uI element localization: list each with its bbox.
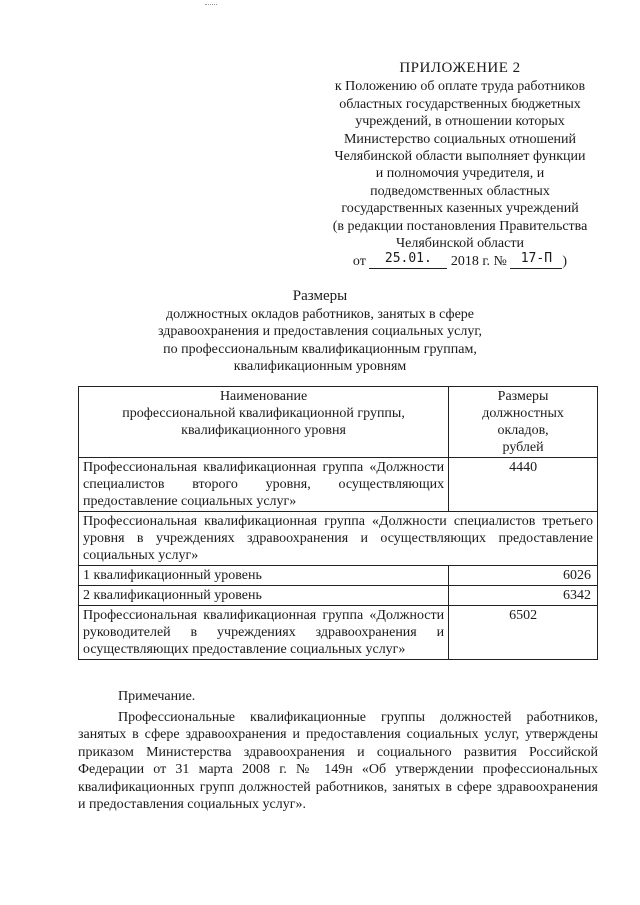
- close-paren: ): [562, 254, 568, 270]
- group-span-cell: Профессиональная квалификационная группа «Должности специалистов третьего уровня в учреждениях здравоохранения и осуществляющих предоставление социальных услуг»: [79, 512, 598, 566]
- appendix-line: Челябинской области выполняет функции: [334, 149, 586, 165]
- table-row: [79, 606, 598, 660]
- appendix-header: [300, 60, 620, 272]
- appendix-line: к Положению об оплате труда работников: [334, 79, 586, 95]
- group-name-cell: Профессиональная квалификационная группа «Должности руководителей в учреждениях здравоохранения и осуществляющих предоставление социальных услуг»: [79, 606, 449, 660]
- document-heading: [0, 288, 640, 376]
- salary-value-cell: 6502: [449, 606, 598, 660]
- heading-line: здравоохранения и предоставления социальных услуг,: [157, 324, 483, 339]
- appendix-title: ПРИЛОЖЕНИЕ 2: [399, 60, 521, 76]
- appendix-line: и полномочия учредителя, и: [375, 166, 545, 182]
- salary-table: [78, 386, 598, 660]
- salary-value-cell: 6026: [449, 566, 598, 586]
- header-name-line: квалификационного уровня: [181, 423, 346, 438]
- table-header-row: [79, 387, 598, 458]
- heading-title: Размеры: [292, 288, 348, 304]
- level-name-cell: 2 квалификационный уровень: [79, 586, 449, 606]
- appendix-line: (в редакции постановления Правительства: [332, 218, 588, 234]
- appendix-line: государственных казенных учреждений: [341, 201, 579, 217]
- table-row: [79, 512, 598, 566]
- salary-value-cell: 4440: [449, 458, 598, 512]
- header-value-line: окладов,: [497, 423, 549, 438]
- table-row: [79, 566, 598, 586]
- note-title: Примечание.: [118, 689, 196, 704]
- header-name-line: профессиональной квалификационной группы,: [122, 406, 405, 421]
- header-value-line: должностных: [482, 406, 564, 421]
- header-value-line: рублей: [502, 440, 544, 455]
- appendix-line: Челябинской области: [396, 236, 524, 252]
- appendix-line: учреждений, в отношении которых: [355, 114, 565, 130]
- resolution-number: 17-П: [510, 250, 562, 268]
- resolution-date: 25.01.: [369, 250, 447, 268]
- heading-line: по профессиональным квалификационным группам,: [163, 341, 477, 357]
- table-row: [79, 586, 598, 606]
- header-name-cell: [79, 387, 449, 458]
- level-name-cell: 1 квалификационный уровень: [79, 566, 449, 586]
- resolution-dateline: [300, 253, 620, 271]
- date-prefix: от: [352, 254, 366, 270]
- heading-line: должностных окладов работников, занятых в сфере: [165, 306, 475, 322]
- note-section: [78, 688, 598, 814]
- appendix-line: Министерство социальных отношений: [343, 131, 577, 147]
- year-text: 2018 г. №: [450, 254, 507, 270]
- group-name-cell: Профессиональная квалификационная группа «Должности специалистов второго уровня, осуществляющих предоставление социальных услуг»: [79, 458, 449, 512]
- heading-line: квалификационным уровням: [233, 359, 407, 374]
- salary-value-cell: 6342: [449, 586, 598, 606]
- appendix-line: областных государственных бюджетных: [339, 96, 581, 112]
- scan-dot: [205, 4, 217, 8]
- header-value-cell: [449, 387, 598, 458]
- table-row: [79, 458, 598, 512]
- appendix-line: подведомственных областных: [370, 183, 550, 199]
- header-name-line: Наименование: [219, 389, 308, 404]
- header-value-line: Размеры: [497, 389, 549, 404]
- note-body: Профессиональные квалификационные группы должностей работников, занятых в сфере здравоохранения и предоставления социальных услуг, утверждены приказом Министерства здравоохранения и социального развития Российской Федерации от 31 марта 2008 г. № 149н «Об утверждении профессиональных квалификационных групп должностей работников, занятых в сфере здравоохранения и предоставления социальных услуг».: [78, 709, 598, 812]
